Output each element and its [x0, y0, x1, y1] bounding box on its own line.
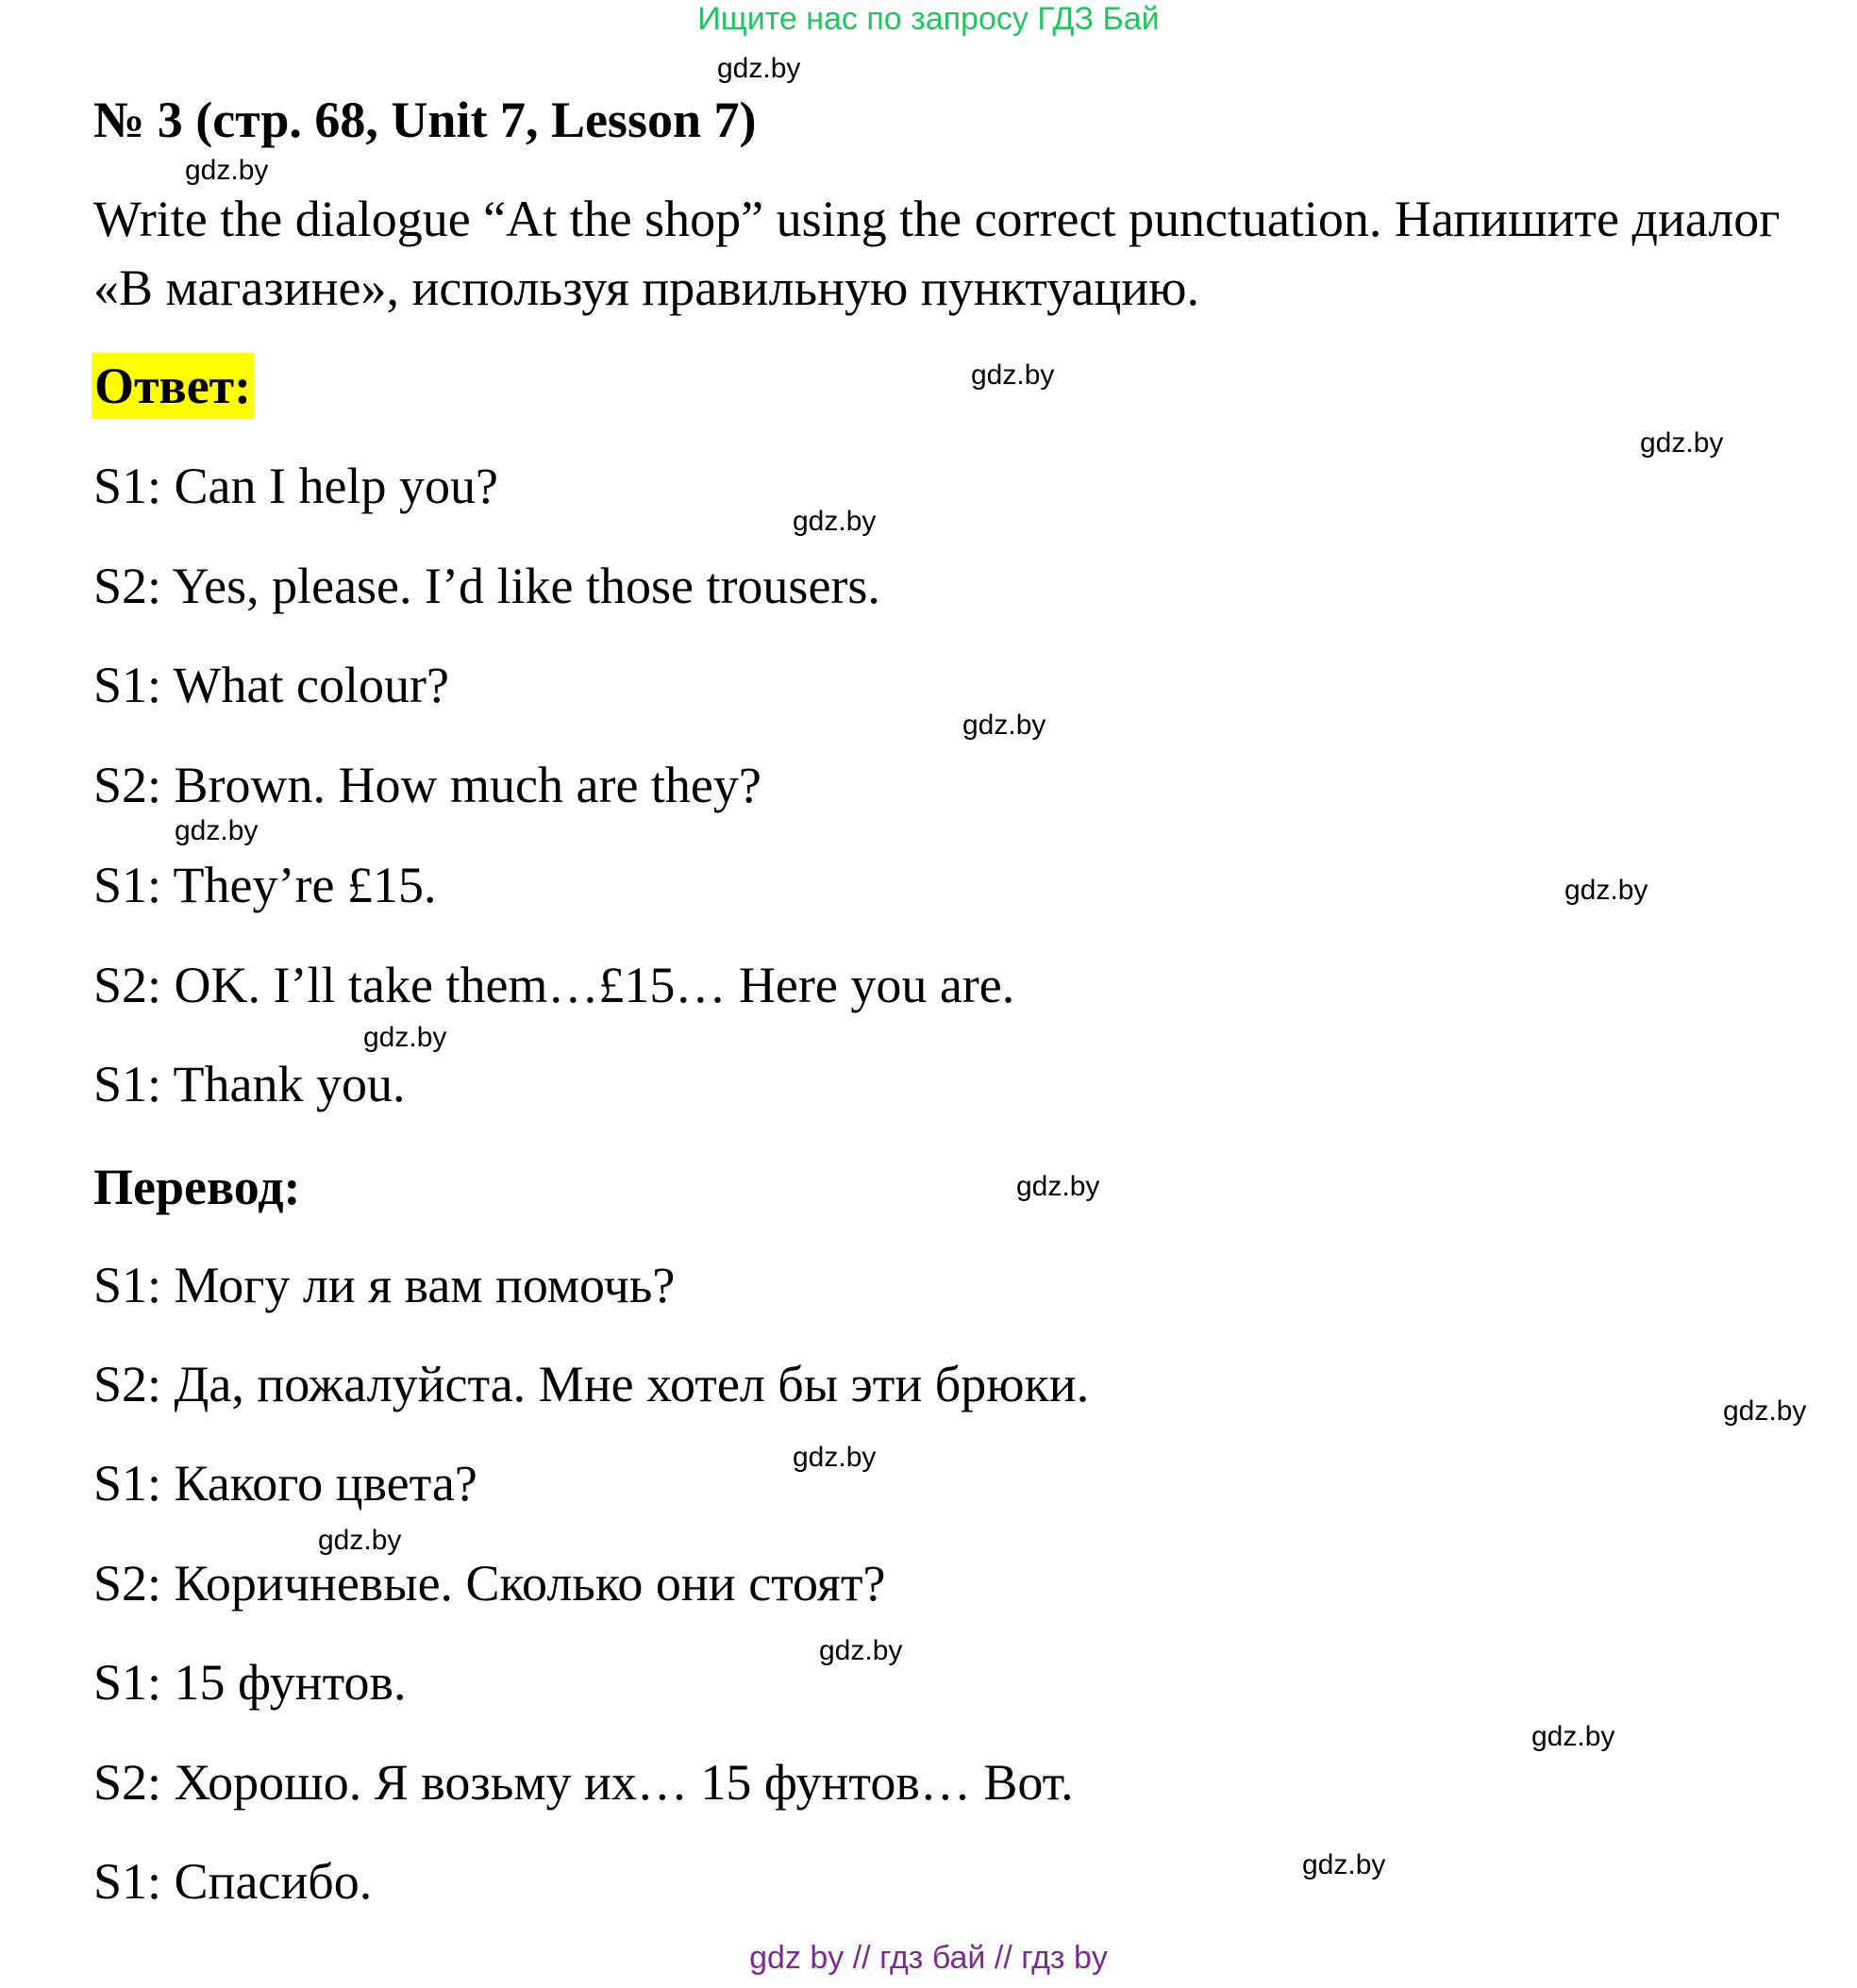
translation-line: S1: Могу ли я вам помочь?: [93, 1257, 676, 1313]
answer-line: S1: Can I help you?: [93, 458, 498, 514]
answer-line: S1: They’re £15.: [93, 857, 437, 913]
watermark: gdz.by: [1302, 1849, 1386, 1880]
translation-line: S1: 15 фунтов.: [93, 1654, 407, 1711]
top-banner[interactable]: Ищите нас по запросу ГДЗ Бай: [697, 1, 1160, 37]
answer-line: S1: Thank you.: [93, 1056, 406, 1112]
footer-banner[interactable]: gdz by // гдз бай // гдз by: [749, 1940, 1108, 1976]
watermark: gdz.by: [318, 1525, 402, 1556]
watermark: gdz.by: [185, 155, 269, 186]
translation-label: Перевод:: [93, 1159, 301, 1215]
watermark: gdz.by: [1723, 1395, 1807, 1427]
watermark: gdz.by: [793, 506, 877, 537]
watermark: gdz.by: [962, 710, 1046, 741]
watermark: gdz.by: [971, 359, 1055, 391]
answer-line: S2: Yes, please. I’d like those trousers.: [93, 558, 880, 614]
watermark: gdz.by: [363, 1022, 447, 1053]
translation-line: S1: Какого цвета?: [93, 1455, 477, 1512]
exercise-task: Write the dialogue “At the shop” using the correct punctuation. Напишите диалог «В магазине», используя правильную пунктуацию.: [93, 191, 1781, 316]
translation-line: S1: Спасибо.: [93, 1853, 373, 1910]
watermark: gdz.by: [1564, 875, 1648, 906]
answer-line: S2: OK. I’ll take them…£15… Here you are.: [93, 957, 1015, 1013]
translation-line: S2: Хорошо. Я возьму их… 15 фунтов… Вот.: [93, 1754, 1074, 1811]
watermark: gdz.by: [175, 815, 259, 846]
answer-line: S2: Brown. How much are they?: [93, 757, 761, 813]
watermark: gdz.by: [1531, 1721, 1615, 1752]
translation-line: S2: Да, пожалуйста. Мне хотел бы эти брюки.: [93, 1356, 1090, 1412]
watermark: gdz.by: [1016, 1171, 1100, 1202]
watermark: gdz.by: [1640, 427, 1724, 459]
watermark: gdz.by: [717, 53, 801, 84]
answer-label: Ответ:: [92, 353, 254, 419]
answer-line: S1: What colour?: [93, 657, 449, 713]
translation-line: S2: Коричневые. Сколько они стоят?: [93, 1555, 886, 1612]
watermark: gdz.by: [793, 1442, 877, 1473]
exercise-title: № 3 (стр. 68, Unit 7, Lesson 7): [93, 92, 757, 148]
watermark: gdz.by: [819, 1635, 903, 1666]
